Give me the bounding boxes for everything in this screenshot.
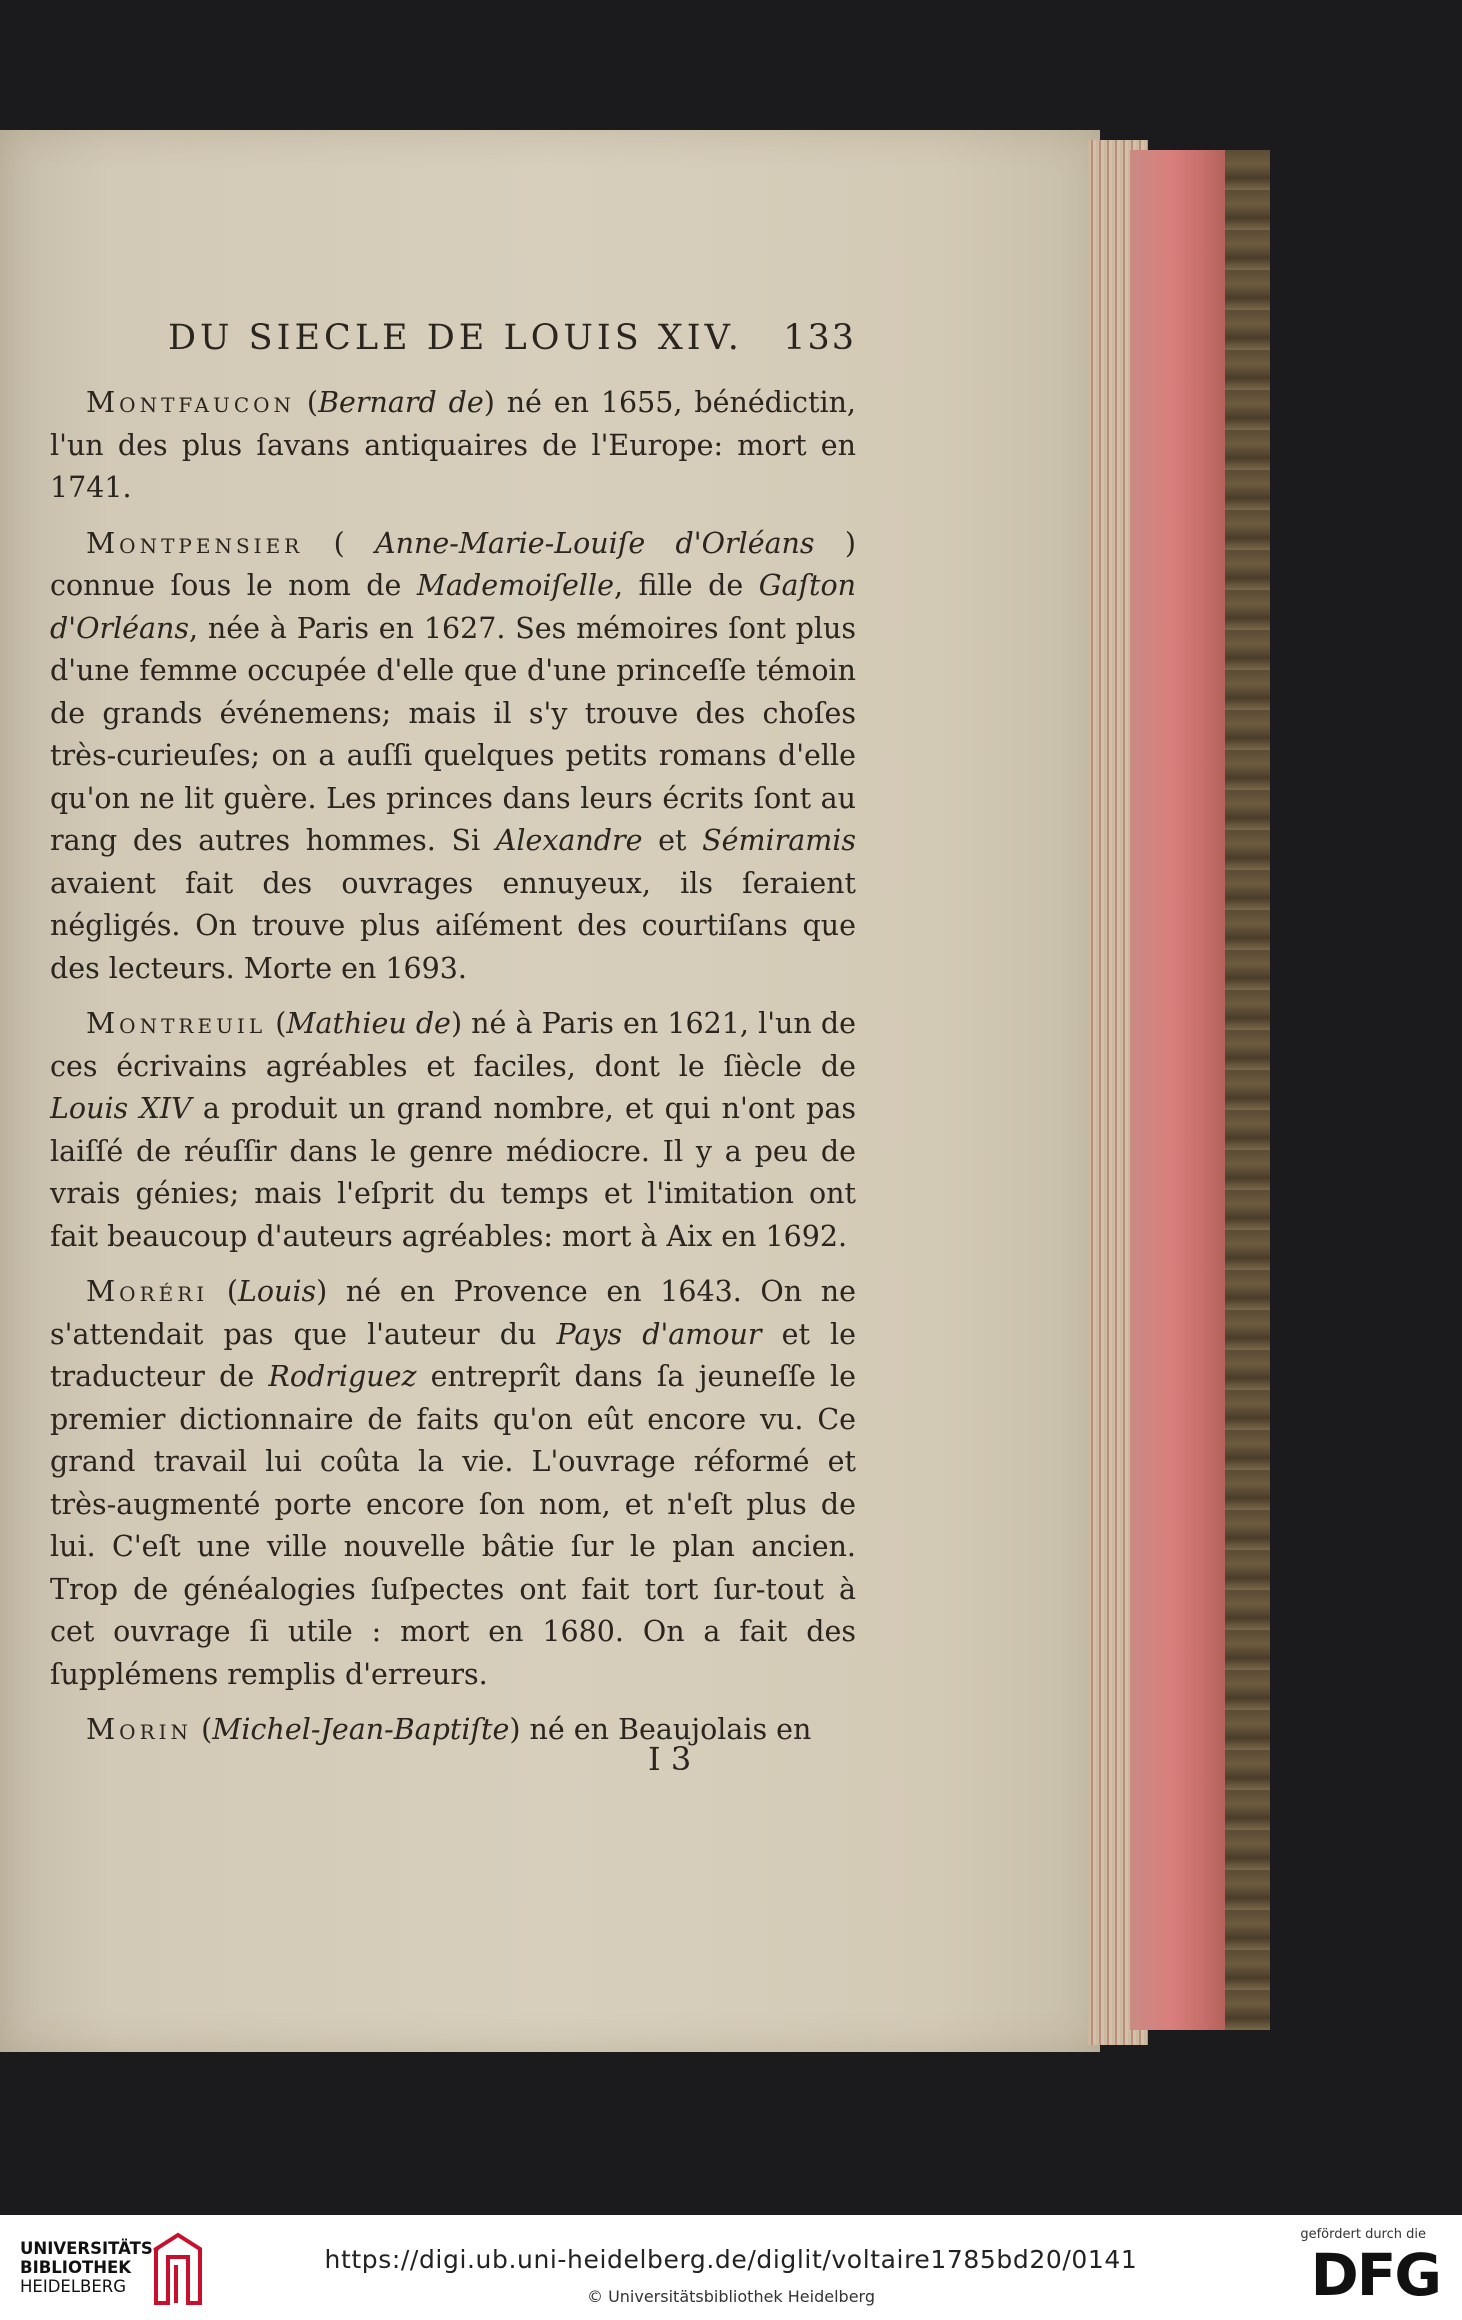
footer-bar <box>0 2215 1462 2320</box>
entry-text: ( <box>192 1713 213 1746</box>
entry-text: ( <box>208 1275 238 1308</box>
entry-text: ( <box>295 386 319 419</box>
red-edge <box>1130 150 1230 2030</box>
entry <box>50 523 856 991</box>
entry-text: entreprît dans ſa jeuneſſe le premier dictionnaire de faits qu'on eût encore vu. Ce grand travail lui coûta la vie. L'ouvrage réformé et très-augmenté porte encore ſon nom, et n'eſt plus de lui. C'eſt une ville nouvelle bâtie ſur le plan ancien. Trop de généalogies ſuſpectes ont fait tort ſur-tout à cet ouvrage ſi utile : mort en 1680. On a fait des ſupplémens remplis d'erreurs. <box>50 1360 856 1691</box>
entry-name: Montfaucon <box>86 386 296 419</box>
entry-text: , née à Paris en 1627. Ses mémoires ſont plus d'une femme occupée d'elle que d'une princeſſe témoin de grands événemens; mais il s'y trouve des choſes très-curieuſes; on a auſſi quelques petits romans d'elle qu'on ne lit guère. Les princes dans leurs écrits ſont au rang des autres hommes. Si <box>50 611 856 857</box>
entry <box>50 1709 856 1752</box>
entry-text: ) connue ſous le nom de <box>50 526 856 602</box>
entry-text: ) né en Provence en 1643. On ne s'attendait pas que l'auteur du <box>50 1275 857 1351</box>
entry-italic: Bernard de <box>318 386 484 419</box>
entry-text: a produit un grand nombre, et qui n'ont pas laiſſé de réuſſir dans le genre médiocre. Il y a peu de vrais génies; mais l'eſprit du temps et l'imitation ont fait beaucoup d'auteurs agréables: mort à Aix en 1692. <box>50 1092 856 1253</box>
entry-italic: Anne-Marie-Louiſe d'Orléans <box>375 526 815 560</box>
copyright-notice: © Universitätsbibliothek Heidelberg <box>586 2287 875 2306</box>
text-block <box>50 318 856 1765</box>
entry-name: Moréri <box>86 1275 209 1308</box>
entry <box>50 1003 856 1258</box>
entry-italic: Sémiramis <box>702 824 856 857</box>
dfg-logo: DFG <box>1310 2241 1440 2309</box>
entry-text: ) né en Beaujolais en <box>509 1713 812 1746</box>
entry-italic: Alexandre <box>495 824 643 857</box>
entry-italic: Mademoiſelle <box>416 569 614 602</box>
entry-text: et le traducteur de <box>50 1317 857 1393</box>
library-name-line: BIBLIOTHEK <box>20 2258 132 2277</box>
entry-name: Morin <box>86 1713 193 1746</box>
entry-text: ( <box>303 526 376 560</box>
permalink[interactable]: https://digi.ub.uni-heidelberg.de/diglit/voltaire1785bd20/0141 <box>324 2245 1138 2274</box>
signature-mark: I 3 <box>648 1740 692 1778</box>
entry-name: Montreuil <box>86 1007 267 1040</box>
entry-list <box>50 382 856 1752</box>
entry-text: , fille de <box>613 569 759 602</box>
entry-italic: Rodriguez <box>268 1360 417 1393</box>
entry-text: et <box>642 824 703 857</box>
entry-italic: Gaſton d'Orléans <box>50 569 856 645</box>
entry <box>50 1271 856 1696</box>
entry-italic: Pays d'amour <box>556 1317 762 1351</box>
entry-italic: Mathieu de <box>286 1007 451 1040</box>
running-head-title: DU SIECLE DE LOUIS XIV. <box>168 318 743 358</box>
book-cover-edge <box>1225 150 1270 2030</box>
entry-text: ) né à Paris en 1621, l'un de ces écrivains agréables et faciles, dont le ſiècle de <box>50 1007 856 1083</box>
entry-italic: Louis XIV <box>50 1092 192 1125</box>
library-name-line: HEIDELBERG <box>20 2277 127 2296</box>
entry-text: avaient fait des ouvrages ennuyeux, ils ſeraient négligés. On trouve plus aiſément des courtiſans que des lecteurs. Morte en 1693. <box>50 866 856 985</box>
running-head <box>50 318 856 368</box>
entry-text: ) né en 1655, bénédictin, l'un des plus ſavans antiquaires de l'Europe: mort en 1741. <box>50 386 856 504</box>
entry-italic: Louis <box>237 1275 317 1308</box>
entry-text: ( <box>266 1007 287 1040</box>
funding-label: gefördert durch die <box>1300 2227 1426 2242</box>
entry-italic: Michel-Jean-Baptiſte <box>212 1713 510 1746</box>
page-number: 133 <box>783 318 856 358</box>
entry-name: Montpensier <box>86 526 304 560</box>
entry <box>50 382 856 510</box>
library-name-line: UNIVERSITÄTS- <box>20 2239 160 2258</box>
